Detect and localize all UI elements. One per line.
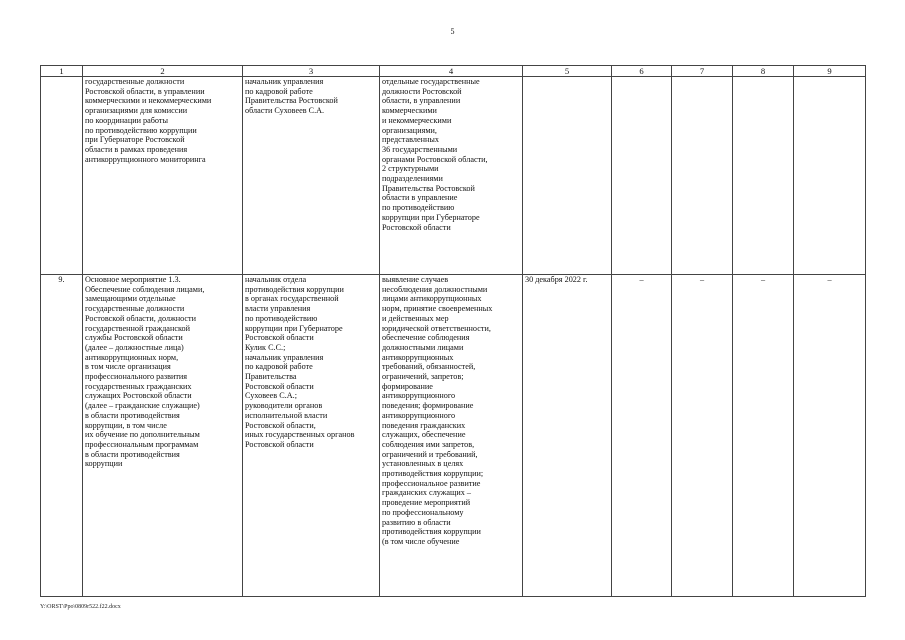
cell-line: области в рамках проведения: [85, 144, 188, 154]
cell-line: коррупции: [85, 459, 123, 469]
cell-line: проведение мероприятий: [382, 498, 471, 508]
cell-line: антикоррупционных норм,: [85, 352, 179, 362]
cell-line: соблюдения ими запретов,: [382, 439, 475, 449]
cell-line: руководители органов: [245, 401, 323, 411]
cell-line: профессиональным программам: [85, 439, 199, 449]
cell-line: 2 структурными: [382, 164, 439, 174]
header-cell-1: 1: [41, 66, 83, 77]
row-number: [41, 77, 83, 275]
cell-line: по профессиональному: [382, 507, 464, 517]
cell-line: Правительства: [245, 372, 297, 382]
cell-line: их обучение по дополнительным: [85, 430, 200, 440]
cell-line: при Губернаторе Ростовской: [85, 135, 185, 145]
cell-line: Основное мероприятие 1.3.: [85, 275, 181, 284]
table-row: [41, 275, 866, 597]
cell-line: области в управление: [382, 193, 458, 203]
cell-line: представленных: [382, 135, 439, 145]
measures-table: [40, 65, 866, 597]
cell-line: обеспечение соблюдения: [382, 333, 470, 343]
cell-line: государственной гражданской: [85, 323, 190, 333]
cell-line: Ростовской области: [245, 381, 314, 391]
header-cell-6: 6: [612, 66, 672, 77]
cell-line: развитию в области: [382, 517, 451, 527]
cell-line: организациями,: [382, 125, 437, 135]
header-cell-4: 4: [380, 66, 523, 77]
cell-line: начальник управления: [245, 352, 324, 362]
cell-line: по координации работы: [85, 115, 168, 125]
cell-line: Ростовской области, в управлении: [85, 86, 205, 96]
cell-line: 36 государственными: [382, 144, 458, 154]
cell-line: поведения; формирование: [382, 401, 474, 411]
cell-line: антикоррупционного мониторинга: [85, 154, 206, 164]
cell-line: требований, обязанностей,: [382, 362, 476, 372]
cell-line: исполнительной власти: [245, 410, 328, 420]
cell-line: коммерческими и некоммерческими: [85, 96, 212, 106]
cell-line: и действенных мер: [382, 313, 449, 323]
cell-line: коррупции при Губернаторе: [382, 212, 480, 222]
header-cell-5: 5: [523, 66, 612, 77]
deadline: [523, 77, 612, 275]
cell-line: (далее – гражданские служащие): [85, 401, 200, 411]
cell-line: Правительства Ростовской: [245, 96, 338, 106]
cell-line: службы Ростовской области: [85, 333, 183, 343]
header-cell-3: 3: [243, 66, 380, 77]
cell-line: по кадровой работе: [245, 86, 313, 96]
row-number: 9.: [41, 275, 83, 597]
cell-line: государственные должности: [85, 304, 185, 314]
cell-line: по кадровой работе: [245, 362, 313, 372]
cell-line: профессионального развития: [85, 372, 188, 382]
cell-line: иных государственных органов: [245, 430, 355, 440]
cell-line: и некоммерческими: [382, 115, 452, 125]
cell-line: профессиональное развитие: [382, 478, 481, 488]
cell-line: противодействия коррупции: [382, 527, 481, 537]
cell-line: Суховеев С.А.;: [245, 391, 297, 401]
cell-line: Ростовской области,: [245, 420, 316, 430]
cell-line: формирование: [382, 381, 433, 391]
cell-line: ограничений и требований,: [382, 449, 478, 459]
cell-col8: –: [733, 275, 794, 597]
cell-line: государственные должности: [85, 77, 185, 86]
cell-line: антикоррупционного: [382, 410, 456, 420]
cell-line: служащих Ростовской области: [85, 391, 192, 401]
cell-line: начальник отдела: [245, 275, 307, 284]
cell-col8: [733, 77, 794, 275]
cell-line: Ростовской области: [245, 439, 314, 449]
cell-line: по противодействию коррупции: [85, 125, 197, 135]
measure-description: [83, 77, 243, 275]
cell-line: области Суховеев С.А.: [245, 106, 325, 116]
cell-col9: –: [794, 275, 866, 597]
table-row: [41, 77, 866, 275]
cell-line: подразделениями: [382, 174, 443, 184]
cell-col6: –: [612, 275, 672, 597]
header-cell-9: 9: [794, 66, 866, 77]
table-header-row: [41, 66, 866, 77]
responsible-executor: [243, 275, 380, 597]
cell-line: лицами антикоррупционных: [382, 294, 482, 304]
cell-line: юридической ответственности,: [382, 323, 491, 333]
cell-line: организациями для комиссии: [85, 106, 188, 116]
responsible-executor: [243, 77, 380, 275]
cell-line: коррупции, в том числе: [85, 420, 167, 430]
cell-line: выявление случаев: [382, 275, 449, 284]
cell-line: (далее – должностные лица): [85, 342, 184, 352]
cell-line: норм, принятие своевременных: [382, 304, 493, 314]
header-cell-8: 8: [733, 66, 794, 77]
cell-col7: –: [672, 275, 733, 597]
cell-line: в том числе организация: [85, 362, 171, 372]
deadline: 30 декабря 2022 г.: [523, 275, 612, 597]
cell-line: начальник управления: [245, 77, 324, 86]
cell-line: гражданских служащих –: [382, 488, 471, 498]
cell-line: власти управления: [245, 304, 311, 314]
cell-line: противодействия коррупции: [245, 284, 344, 294]
cell-line: отдельные государственные: [382, 77, 480, 86]
cell-line: по противодействию: [382, 203, 455, 213]
header-cell-7: 7: [672, 66, 733, 77]
cell-line: замещающими отдельные: [85, 294, 176, 304]
cell-line: коммерческими: [382, 106, 437, 116]
cell-line: Ростовской области, должности: [85, 313, 197, 323]
cell-line: в области противодействия: [85, 410, 180, 420]
cell-line: установленных в целях: [382, 459, 464, 469]
cell-col9: [794, 77, 866, 275]
cell-line: в области противодействия: [85, 449, 180, 459]
cell-line: антикоррупционных: [382, 352, 454, 362]
cell-line: Ростовской области: [245, 333, 314, 343]
page-number: 5: [450, 27, 455, 36]
cell-line: коррупции при Губернаторе: [245, 323, 343, 333]
cell-line: противодействия коррупции;: [382, 469, 484, 479]
cell-line: Обеспечение соблюдения лицами,: [85, 284, 205, 294]
cell-line: области, в управлении: [382, 96, 461, 106]
cell-line: государственных гражданских: [85, 381, 192, 391]
cell-line: Правительства Ростовской: [382, 183, 475, 193]
cell-line: (в том числе обучение: [382, 536, 460, 546]
header-cell-2: 2: [83, 66, 243, 77]
measure-description: [83, 275, 243, 597]
cell-line: Кулик С.С.;: [245, 342, 286, 352]
cell-line: антикоррупционного: [382, 391, 456, 401]
cell-line: должности Ростовской: [382, 86, 462, 96]
cell-line: по противодействию: [245, 313, 318, 323]
expected-result: [380, 77, 523, 275]
cell-line: поведения гражданских: [382, 420, 466, 430]
cell-line: должностными лицами: [382, 342, 464, 352]
cell-col6: [612, 77, 672, 275]
cell-line: органами Ростовской области,: [382, 154, 488, 164]
expected-result: [380, 275, 523, 597]
cell-line: ограничений, запретов;: [382, 372, 464, 382]
document-path: Y:\ORST\Ppo\0809r522.f22.docx: [40, 604, 121, 610]
cell-line: служащих, обеспечение: [382, 430, 466, 440]
cell-line: несоблюдения должностными: [382, 284, 488, 294]
cell-col7: [672, 77, 733, 275]
cell-line: Ростовской области: [382, 222, 451, 232]
cell-line: в органах государственной: [245, 294, 339, 304]
